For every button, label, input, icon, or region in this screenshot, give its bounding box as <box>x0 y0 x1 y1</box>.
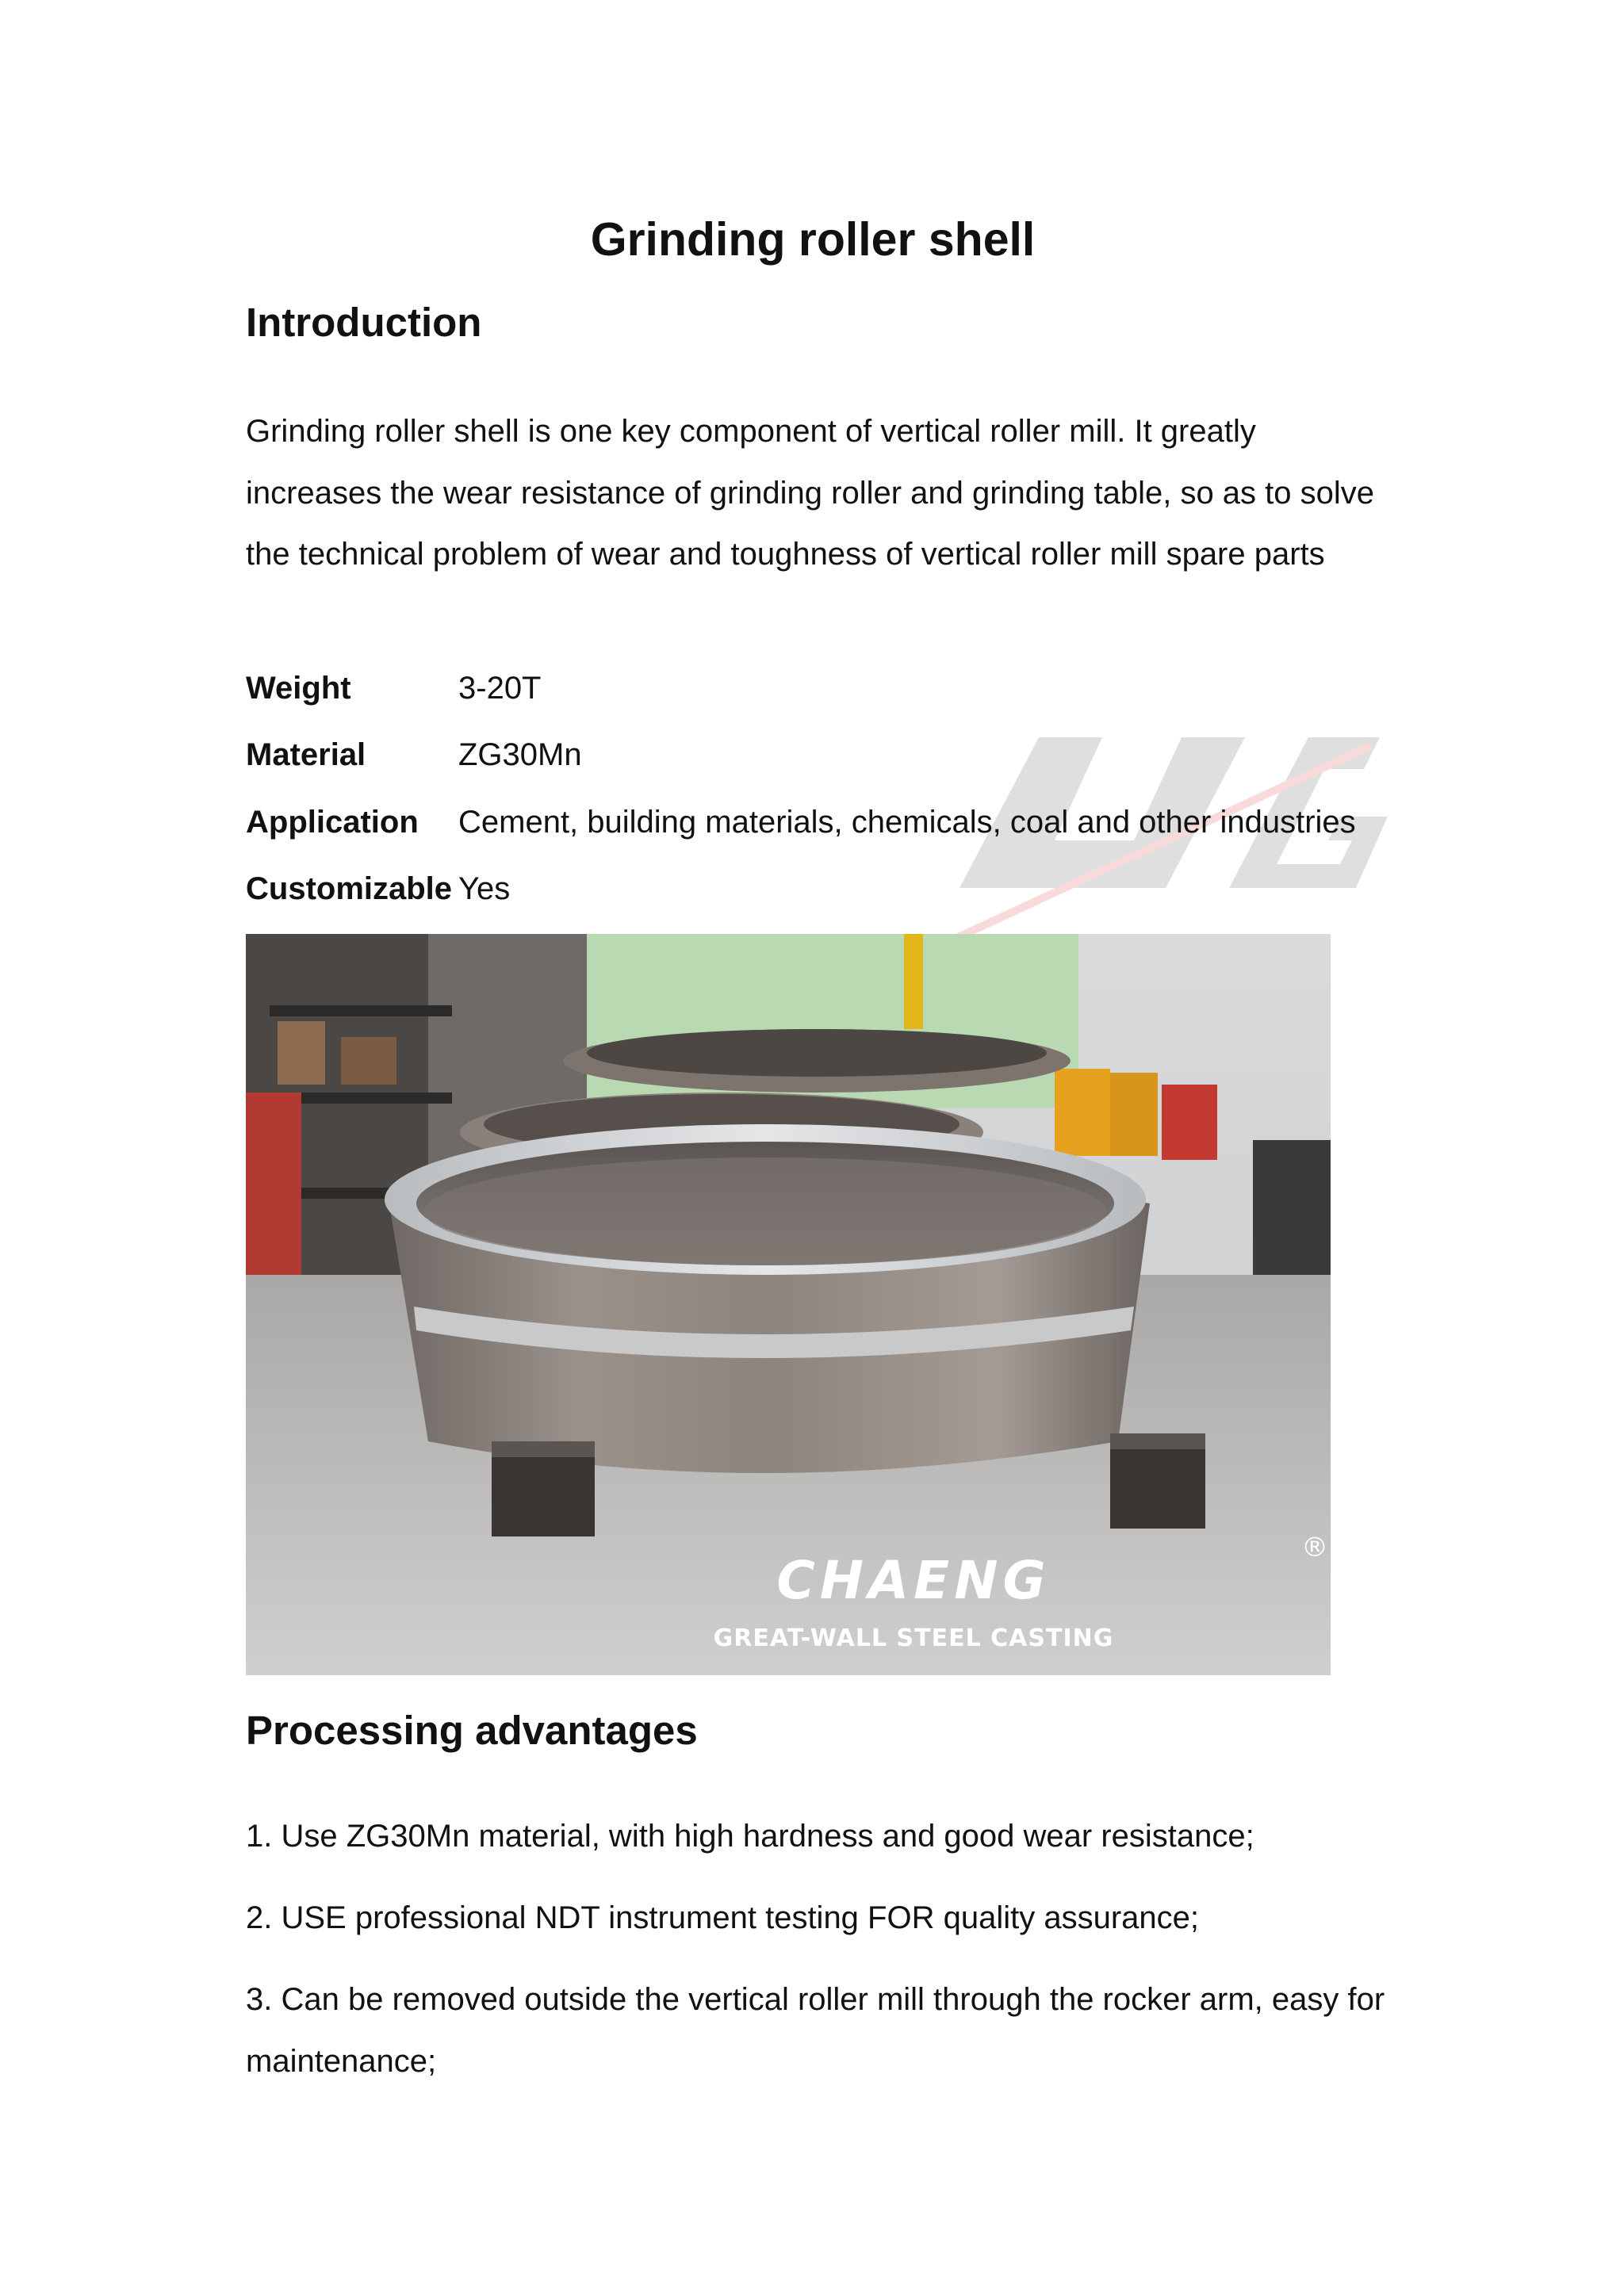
processing-item-3: 3. Can be removed outside the vertical roller mill through the rocker arm, easy for maintenance; <box>246 1982 1385 2079</box>
spec-label: Customizable <box>246 871 453 907</box>
introduction-heading: Introduction <box>246 300 482 345</box>
spec-label: Material <box>246 737 366 773</box>
specification-table <box>246 655 1396 923</box>
spec-row-application <box>246 789 1396 856</box>
processing-item-1: 1. Use ZG30Mn material, with high hardness and good wear resistance; <box>246 1819 1254 1854</box>
processing-item-2: 2. USE professional NDT instrument testing FOR quality assurance; <box>246 1900 1199 1935</box>
spec-row-weight <box>246 655 1396 722</box>
roller-shell-illustration <box>246 934 1331 1675</box>
spec-row-customizable <box>246 856 1396 924</box>
spec-label: Application <box>246 804 419 840</box>
spec-row-material <box>246 722 1396 790</box>
page-title: Grinding roller shell <box>590 213 1036 266</box>
product-photo <box>246 934 1331 1675</box>
spec-value: ZG30Mn <box>458 737 582 773</box>
spec-value: 3-20T <box>458 670 542 706</box>
introduction-text: Grinding roller shell is one key component of vertical roller mill. It greatly increases the wear resistance of grinding roller and grinding table, so as to solve the technical problem of wear and toughness of vertical roller mill spare parts <box>246 414 1375 572</box>
spec-value: Cement, building materials, chemicals, coal and other industries <box>458 804 1356 840</box>
brand-logo-text: CHAENG <box>776 1550 1051 1611</box>
processing-heading: Processing advantages <box>246 1708 698 1753</box>
registered-mark: ® <box>1301 1532 1328 1563</box>
spec-label: Weight <box>246 670 351 706</box>
brand-subtitle: GREAT-WALL STEEL CASTING <box>713 1624 1114 1652</box>
spec-value: Yes <box>458 871 511 907</box>
